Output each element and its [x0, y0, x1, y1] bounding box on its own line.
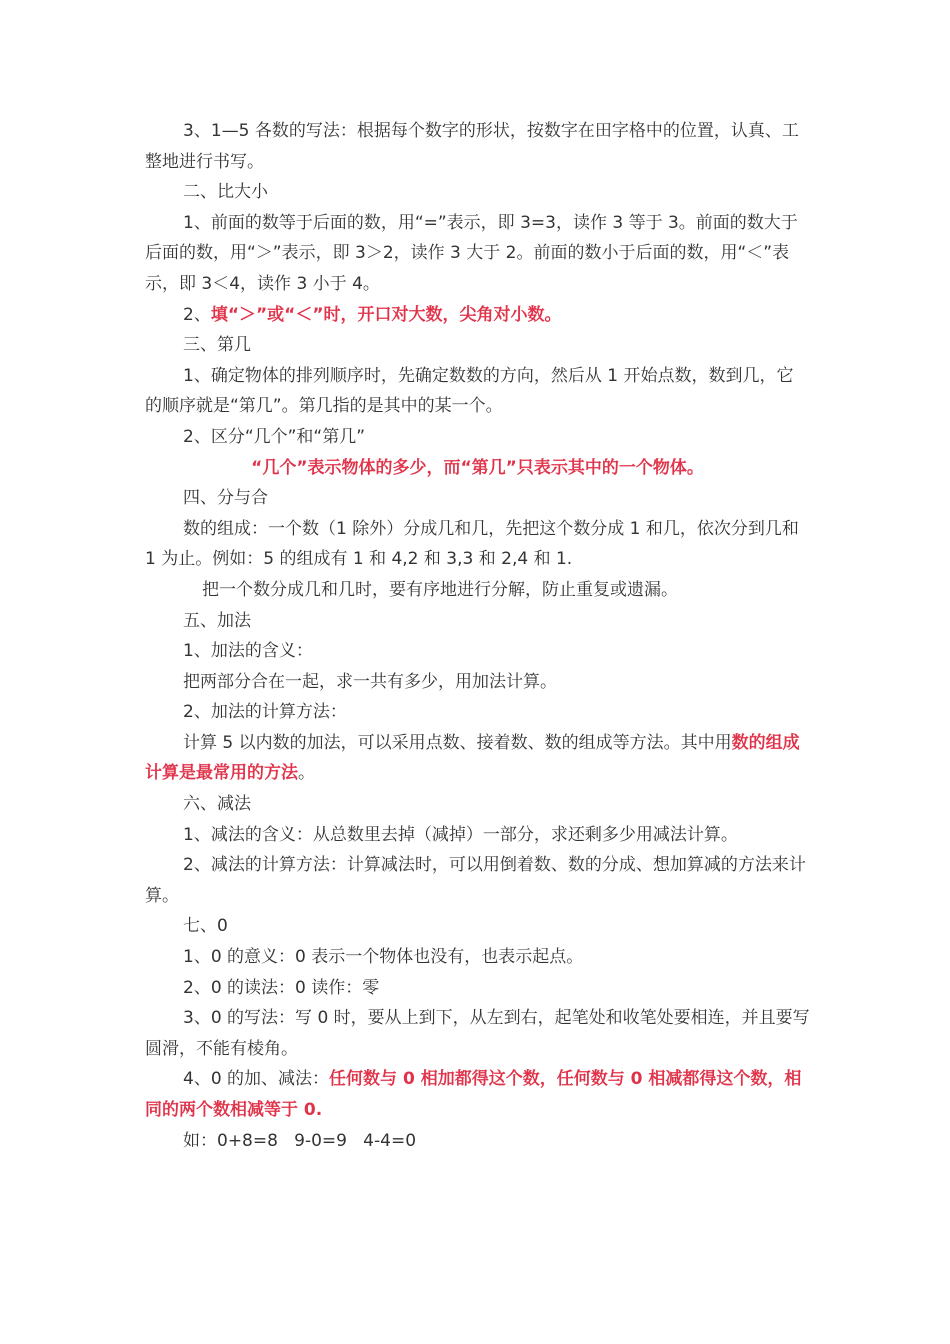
paragraph-zero-writing: 3、0 的写法：写 0 时，要从上到下，从左到右，起笔处和收笔处要相连，并且要写圆滑，不能有棱角。	[145, 1008, 810, 1059]
paragraph-composition: 数的组成：一个数（1 除外）分成几和几，先把这个数分成 1 和几，依次分到几和 1 为止。例如：5 的组成有 1 和 4,2 和 3,3 和 2,4 和 1.	[145, 518, 799, 570]
paragraph-ordinal-distinguish: 2、区分“几个”和“第几”	[183, 426, 366, 447]
paragraph-ordinal-order: 1、确定物体的排列顺序时，先确定数数的方向，然后从 1 开始点数，数到几，它的顺序就是“第几”。第几指的是其中的某一个。	[145, 365, 794, 417]
paragraph-subtraction-meaning: 1、减法的含义：从总数里去掉（减掉）一部分，求还剩多少用减法计算。	[183, 824, 738, 845]
paragraph-addition-method	[145, 728, 810, 789]
section-heading-compare: 二、比大小	[183, 182, 268, 203]
paragraph-zero-meaning: 1、0 的意义：0 表示一个物体也没有，也表示起点。	[183, 947, 584, 968]
paragraph-writing-1-5: 3、1—5 各数的写法：根据每个数字的形状，按数字在田字格中的位置，认真、工整地进行书写。	[145, 121, 799, 172]
highlight-ordinal-meaning: “几个”表示物体的多少，而“第几”只表示其中的一个物体。	[251, 457, 704, 478]
highlight-addition-method: 数的组成计算是最常用的方法	[145, 732, 800, 784]
paragraph-subtraction-method: 2、减法的计算方法：计算减法时，可以用倒着数、数的分成、想加算减的方法来计算。	[145, 855, 806, 906]
paragraph-addition-method-end: 。	[298, 763, 315, 784]
section-heading-subtraction: 六、减法	[183, 794, 251, 815]
section-heading-ordinal: 三、第几	[183, 335, 251, 356]
paragraph-addition-meaning-title: 1、加法的含义：	[183, 641, 313, 662]
paragraph-compare-rules: 1、前面的数等于后面的数，用“=”表示，即 3=3，读作 3 等于 3。前面的数大于后面的数，用“＞”表示，即 3＞2，读作 3 大于 2。前面的数小于后面的数，用“＜”表示，即 3＜4，读作 3 小于 4。	[145, 212, 798, 294]
section-heading-composition: 四、分与合	[183, 488, 268, 509]
paragraph-addition-meaning: 把两部分合在一起，求一共有多少，用加法计算。	[183, 671, 557, 692]
paragraph-addition-method-text: 计算 5 以内数的加法，可以采用点数、接着数、数的组成等方法。其中用	[183, 732, 732, 753]
paragraph-zero-arithmetic	[145, 1064, 810, 1125]
paragraph-zero-reading: 2、0 的读法：0 读作：零	[183, 977, 380, 998]
paragraph-zero-examples: 如：0+8=8 9-0=9 4-4=0	[183, 1130, 417, 1151]
document-body	[145, 116, 810, 1156]
paragraph-compare-tip	[145, 300, 810, 331]
paragraph-zero-arithmetic-prefix: 4、0 的加、减法：	[183, 1069, 330, 1090]
highlight-compare-tip: 填“＞”或“＜”时，开口对大数，尖角对小数。	[210, 304, 562, 325]
paragraph-composition-tip: 把一个数分成几和几时，要有序地进行分解，防止重复或遗漏。	[202, 579, 678, 600]
section-heading-zero: 七、0	[183, 916, 228, 937]
paragraph-compare-tip-prefix: 2、	[183, 304, 211, 325]
paragraph-addition-method-title: 2、加法的计算方法：	[183, 702, 347, 723]
section-heading-addition: 五、加法	[183, 610, 251, 631]
highlight-zero-arithmetic: 任何数与 0 相加都得这个数，任何数与 0 相减都得这个数，相同的两个数相减等于 0.	[145, 1069, 802, 1120]
